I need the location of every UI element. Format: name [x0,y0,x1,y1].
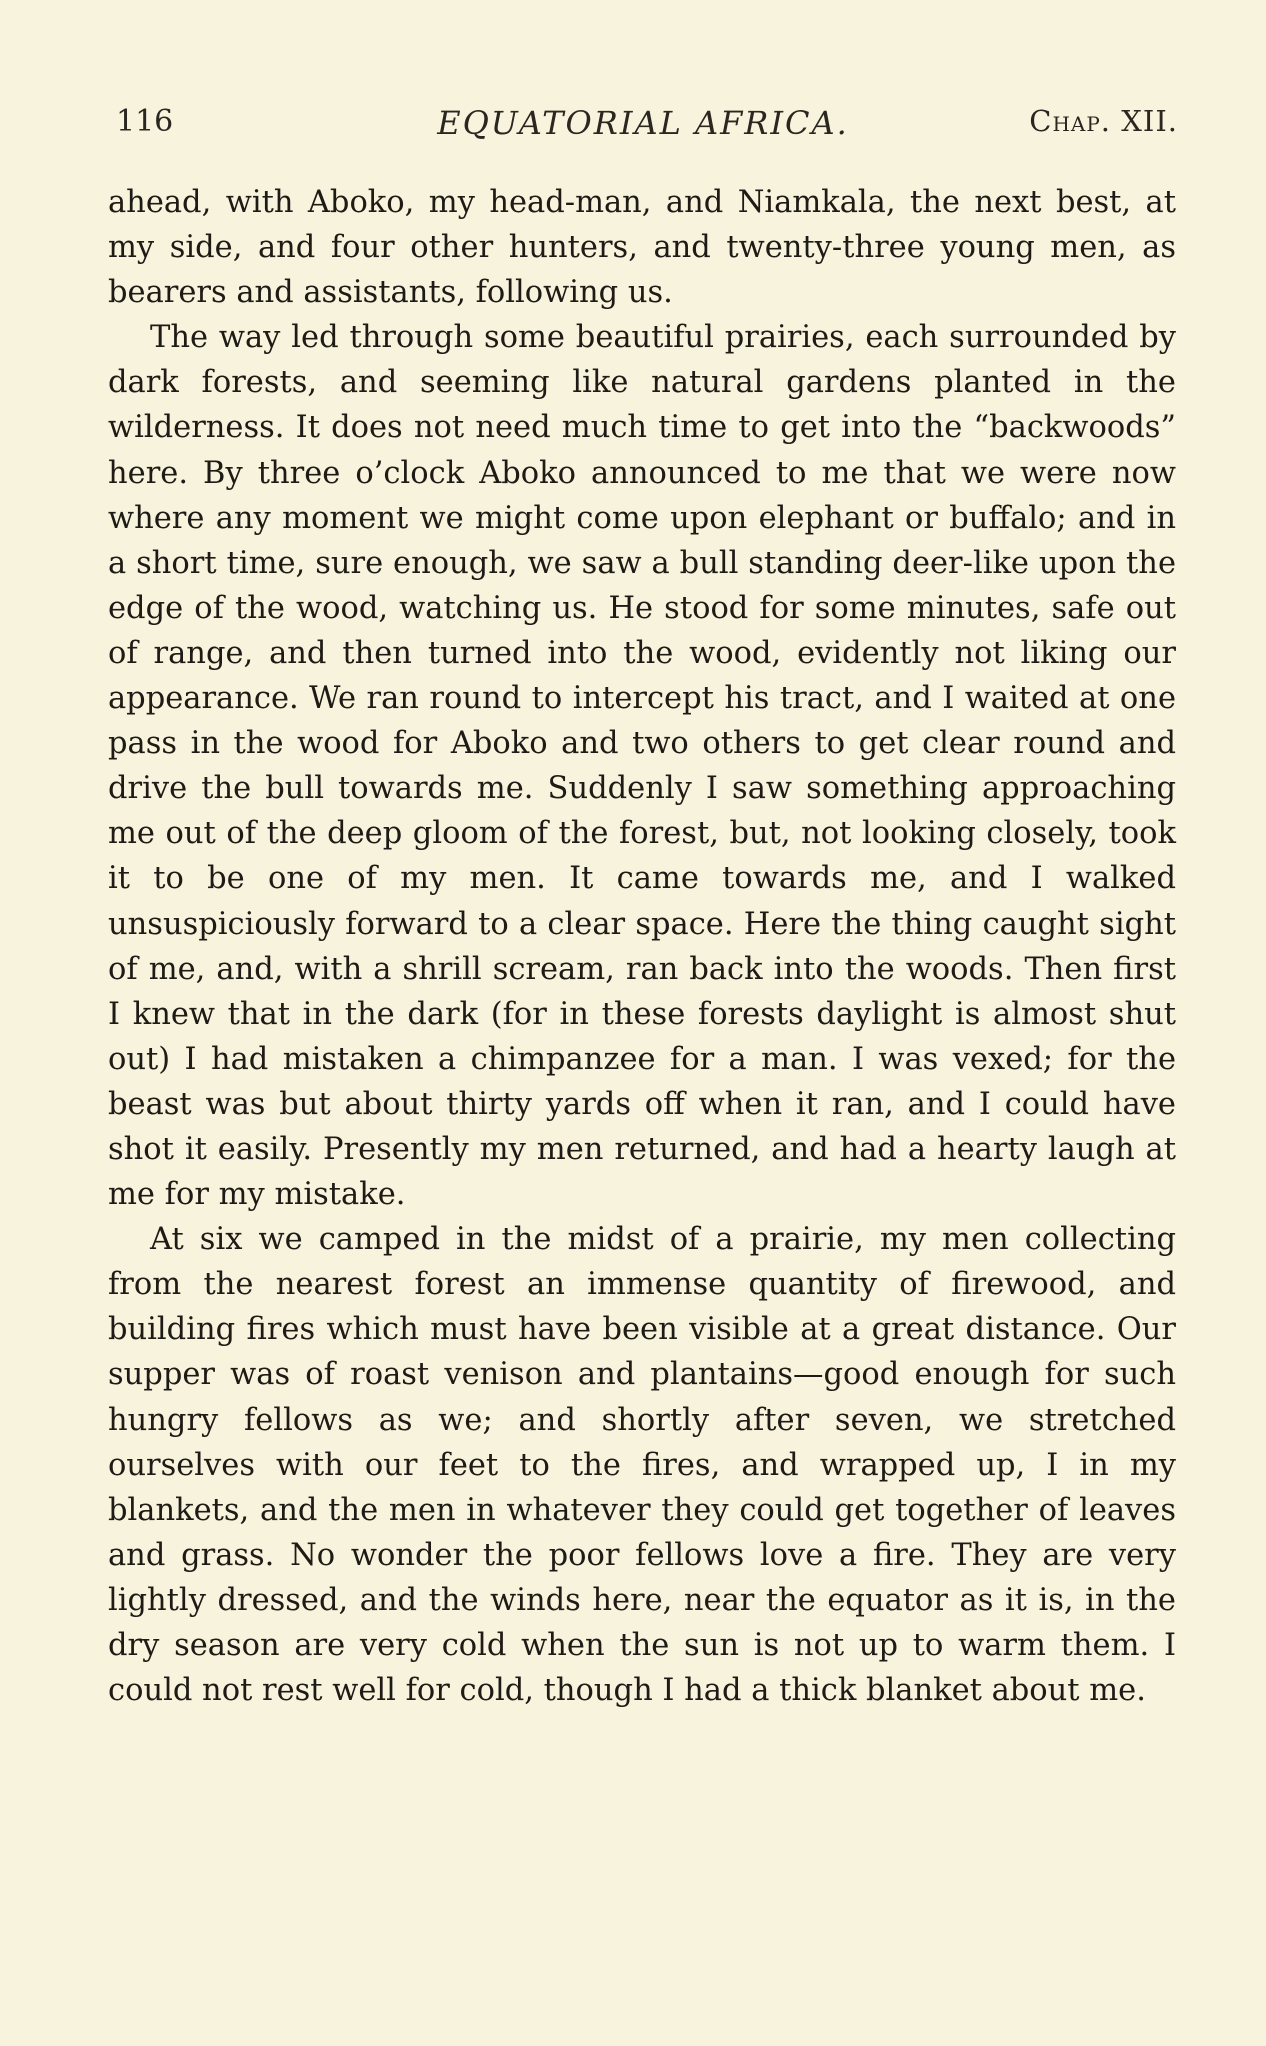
page-header [108,104,1178,150]
running-title: EQUATORIAL AFRICA. [437,104,849,142]
body-text [108,180,1176,1713]
paragraph-1: ahead, with Aboko, my head-man, and Niamkala, the next best, at my side, and four other hunters, and twenty-three young men, as bearers and assistants, following us. [108,185,1176,311]
chapter-label: Chap. XII. [1029,104,1178,138]
paragraph-2: The way led through some beautiful prairies, each surrounded by dark forests, and seeming like natural gardens planted in the wilderness. It does not need much time to get into the “backwoods” here. By three o’clock Aboko announced to me that we were now where any moment we might come upon elephant or buffalo; and in a short time, sure enough, we saw a bull standing deer-like upon the edge of the wood, watching us. He stood for some minutes, safe out of range, and then turned into the wood, evidently not liking our appearance. We ran round to intercept his tract, and I waited at one pass in the wood for Aboko and two others to get clear round and drive the bull towards me. Suddenly I saw something approaching me out of the deep gloom of the forest, but, not looking closely, took it to be one of my men. It came towards me, and I walked unsuspiciously forward to a clear space. Here the thing caught sight of me, and, with a shrill scream, ran back into the woods. Then first I knew that in the dark (for in these forests daylight is almost shut out) I had mistaken a chimpanzee for a man. I was vexed; for the beast was but about thirty yards off when it ran, and I could have shot it easily. Presently my men returned, and had a hearty laugh at me for my mistake. [108,320,1176,1213]
paragraph-3: At six we camped in the midst of a prairie, my men collecting from the nearest forest an immense quantity of firewood, and building fires which must have been visible at a great distance. Our supper was of roast venison and plantains—good enough for such hungry fellows as we; and shortly after seven, we stretched ourselves with our feet to the fires, and wrapped up, I in my blankets, and the men in whatever they could get together of leaves and grass. No wonder the poor fellows love a fire. They are very lightly dressed, and the winds here, near the equator as it is, in the dry season are very cold when the sun is not up to warm them. I could not rest well for cold, though I had a thick blanket about me. [108,1222,1176,1709]
page-number: 116 [116,104,174,139]
